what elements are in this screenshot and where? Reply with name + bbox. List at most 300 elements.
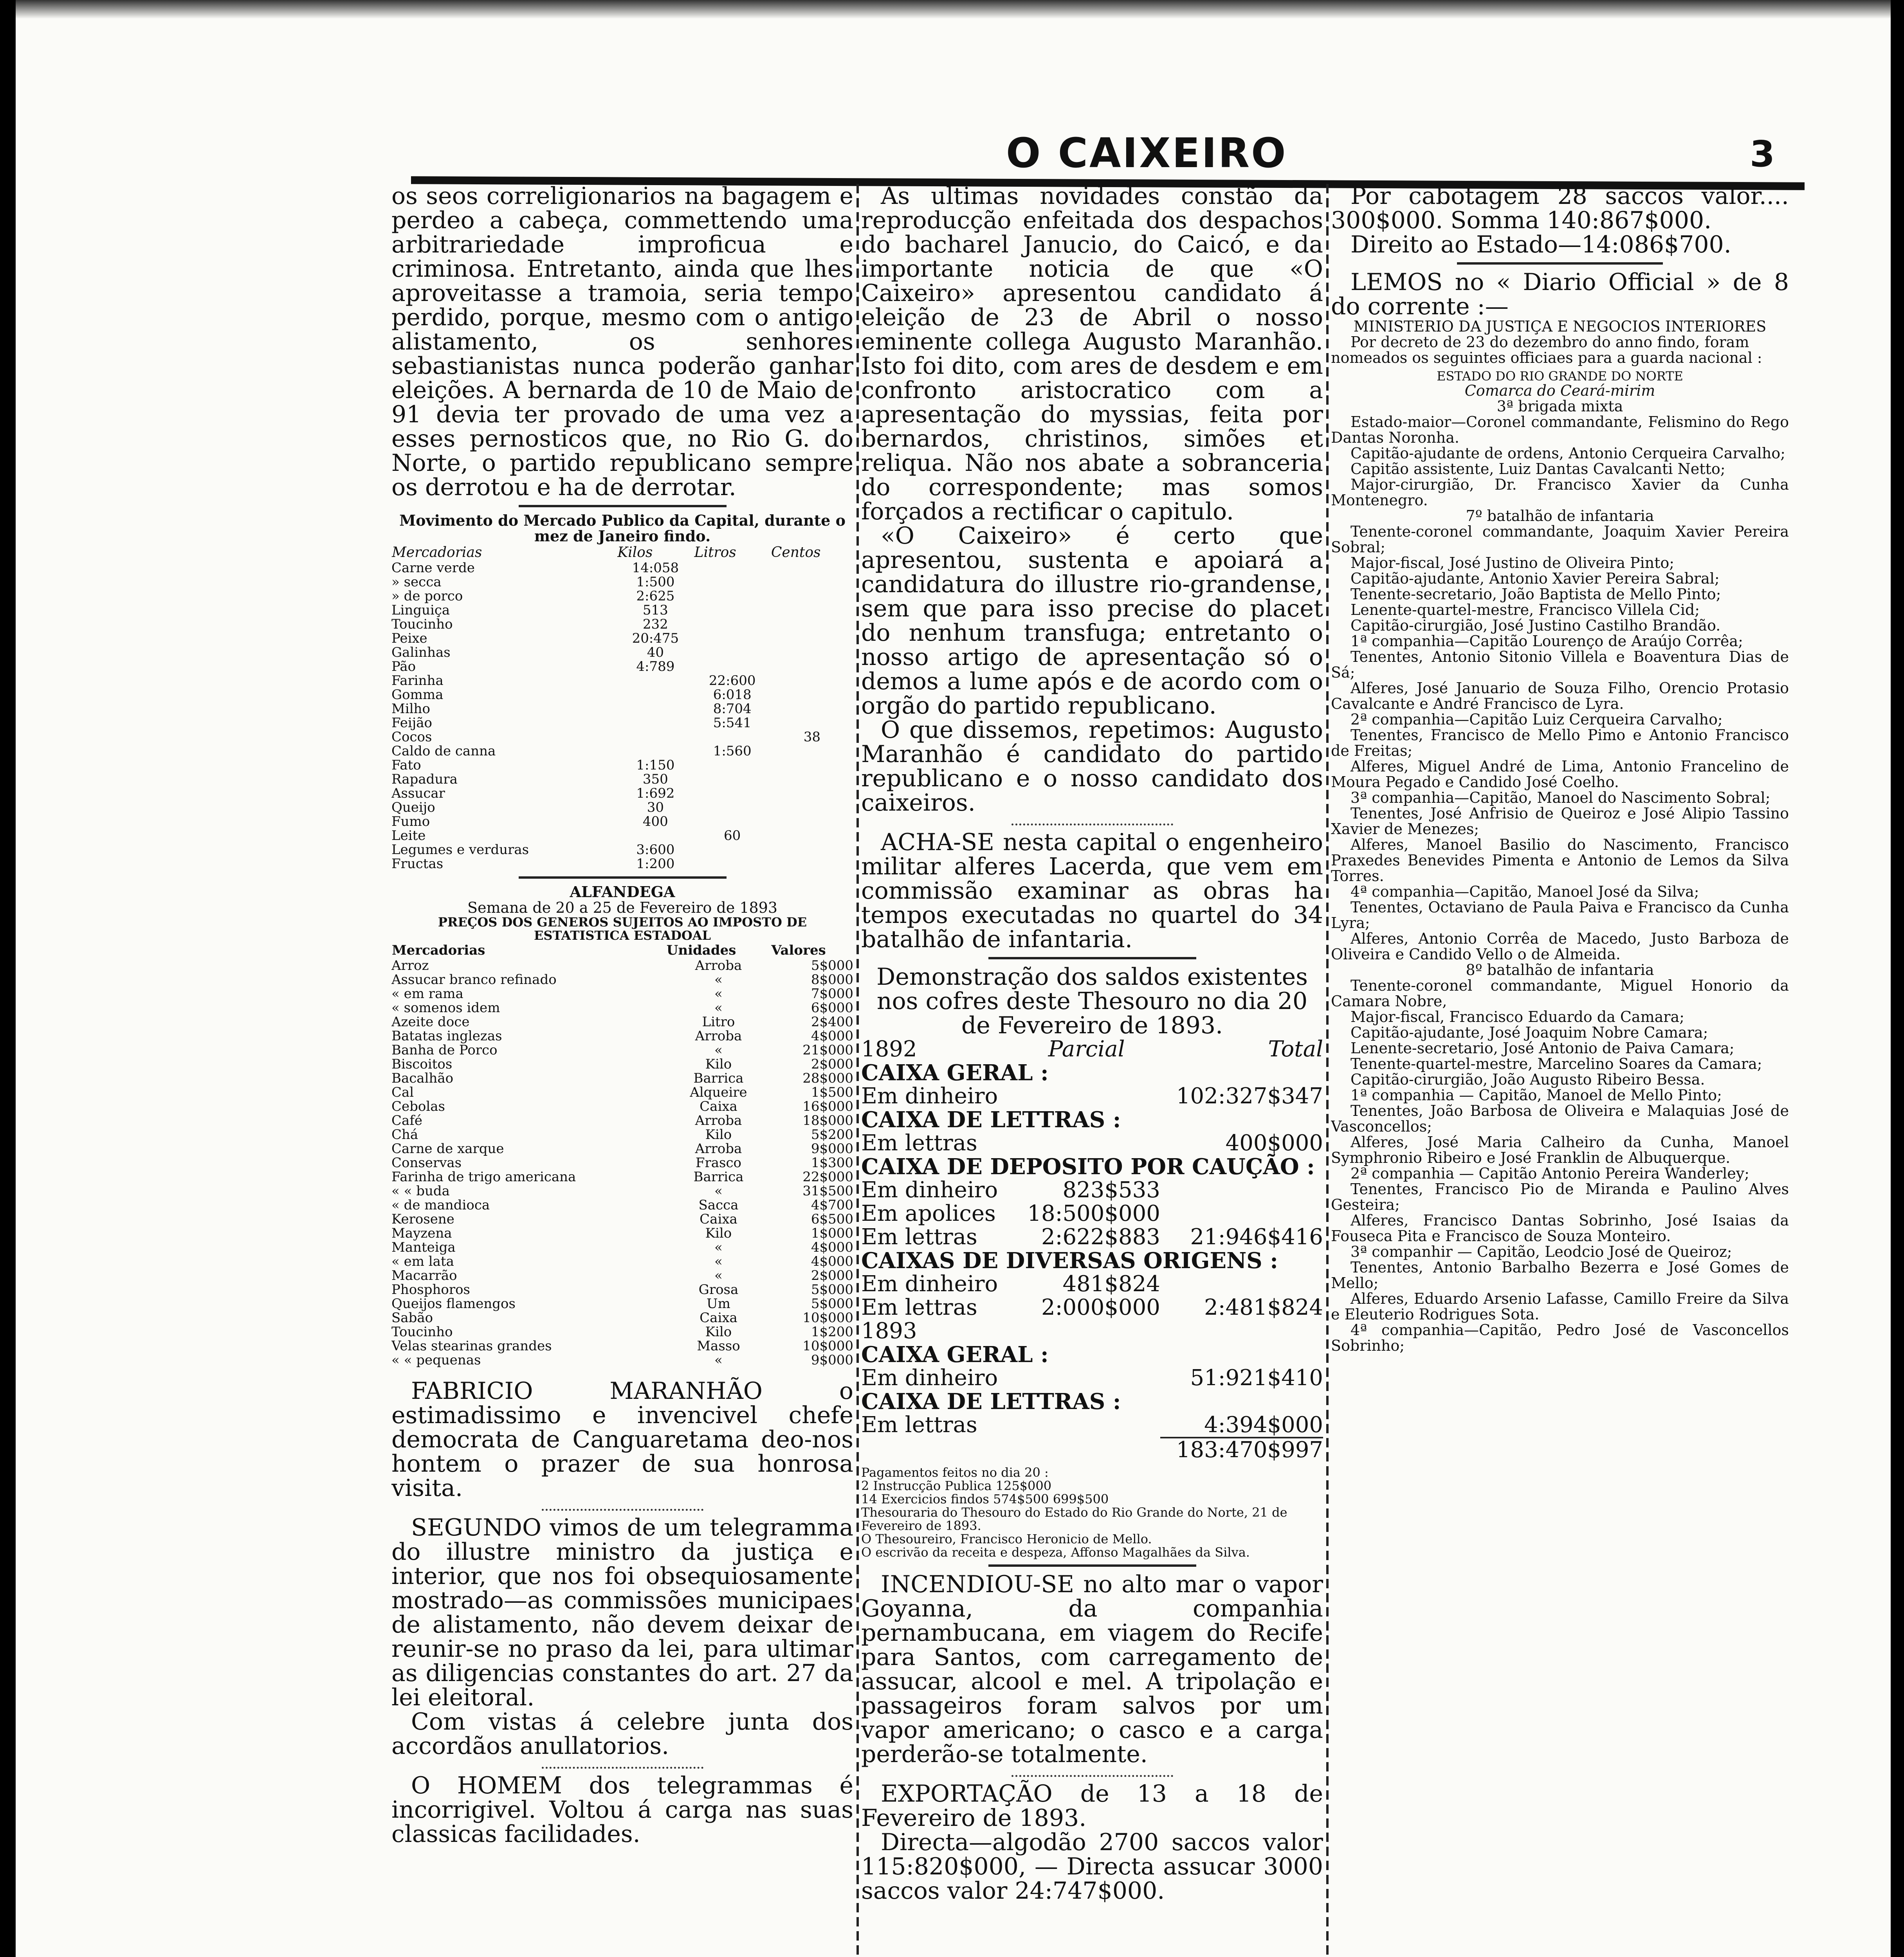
market-cell	[771, 829, 853, 843]
balance-value: 18:500$000	[1027, 1201, 1160, 1226]
alfandega-cell: 6$500	[811, 1211, 853, 1227]
market-cell	[694, 758, 771, 772]
market-cell: Assucar	[391, 786, 445, 801]
alfandega-cell: 4$000	[811, 1028, 853, 1044]
alfandega-cell: Kilo	[705, 1225, 732, 1241]
table-row	[391, 857, 853, 871]
balance-value: 481$824	[1062, 1271, 1160, 1297]
market-cell: 22:600	[709, 673, 756, 688]
alfandega-cell: Arroz	[391, 958, 429, 973]
alfandega-cell: 4$000	[811, 1254, 853, 1269]
balance-label: Em dinheiro	[861, 1271, 998, 1297]
market-cell: 1:150	[636, 757, 675, 773]
alfandega-cell: 18$000	[802, 1113, 853, 1128]
appointment-line: 4ª companhia—Capitão, Pedro José de Vasconcellos Sobrinho;	[1331, 1321, 1789, 1354]
alfandega-cell: Bacalhão	[391, 1070, 454, 1086]
market-cell: Peixe	[391, 631, 427, 646]
appointment-line: Lenente-quartel-mestre, Francisco Villela Cid;	[1350, 601, 1700, 618]
alfandega-cell: «	[714, 986, 723, 1002]
balance-label: Em dinheiro	[861, 1083, 998, 1109]
export-paragraph: Directa—algodão 2700 saccos valor 115:820$000, — Directa assucar 3000 saccos valor 24:747$000.	[861, 1829, 1323, 1905]
market-cell	[771, 645, 853, 660]
market-cell: 20:475	[632, 631, 679, 646]
alfandega-cell: « « buda	[391, 1183, 450, 1199]
market-cell: Fructas	[391, 856, 444, 872]
alfandega-cell: 10$000	[802, 1338, 853, 1354]
balance-section: CAIXA DE DEPOSITO POR CAUÇÃO :	[861, 1154, 1315, 1180]
table-row	[391, 1269, 853, 1283]
appointment-line: Major-fiscal, José Justino de Oliveira Pinto;	[1350, 554, 1675, 571]
market-cell	[694, 631, 771, 645]
alfandega-cell: Barrica	[693, 1169, 744, 1185]
decree-paragraph: Por decreto de 23 do dezembro do anno findo, foram nomeados os seguintes officiaes para a guarda nacional :	[1331, 333, 1762, 366]
market-cell	[694, 857, 771, 871]
alfandega-cell: Barrica	[693, 1070, 744, 1086]
column-separator	[1326, 184, 1329, 1957]
fabricio-paragraph: FABRICIO MARANHÃO o estimadissimo e invencivel chefe democrata de Canguaretama deo-nos hontem o prazer de sua honrosa visita.	[391, 1377, 853, 1502]
market-cell	[694, 730, 771, 744]
alfandega-cell: 16$000	[802, 1099, 853, 1114]
alfandega-header-cell: Valores	[771, 942, 826, 958]
market-cell	[694, 617, 771, 631]
market-cell	[617, 674, 694, 688]
table-row	[391, 1001, 853, 1015]
balance-value: 102:327$347	[1176, 1083, 1323, 1109]
balance-label: Em dinheiro	[861, 1177, 998, 1203]
balance-section: CAIXA GERAL :	[861, 1060, 1049, 1086]
table-row	[391, 660, 853, 674]
alfandega-cell: Masso	[697, 1338, 740, 1354]
alfandega-cell: 28$000	[802, 1070, 853, 1086]
market-cell: Milho	[391, 701, 430, 717]
alfandega-cell: Banha de Porco	[391, 1042, 498, 1058]
alfandega-cell: « « pequenas	[391, 1352, 481, 1368]
alfandega-cell: Phosphoros	[391, 1282, 470, 1297]
page-number: 3	[1750, 133, 1775, 175]
balance-value: 2:622$883	[1041, 1224, 1160, 1250]
alfandega-cell: 5$000	[811, 958, 853, 973]
appointment-line: Alferes, Manoel Basilio do Nascimento, Francisco Praxedes Benevides Pimenta e Antonio de Lemos da Silva Torres.	[1331, 836, 1789, 885]
comarca-heading: Comarca do Ceará-mirim	[1464, 382, 1655, 399]
table-row	[391, 829, 853, 843]
balance-grand-total: 183:470$997	[1160, 1438, 1323, 1462]
market-cell	[694, 786, 771, 800]
market-cell	[771, 716, 853, 730]
appointment-line: Tenentes, João Barbosa de Oliveira e Malaquias José de Vasconcellos;	[1331, 1102, 1789, 1135]
alfandega-header-cell: Mercadorias	[392, 942, 485, 958]
market-cell	[694, 589, 771, 603]
market-cell	[694, 800, 771, 815]
divider	[988, 957, 1196, 959]
alfandega-cell: Caixa	[700, 1099, 737, 1114]
market-cell: Galinhas	[391, 645, 451, 660]
alfandega-cell: Macarrão	[391, 1268, 457, 1283]
table-row	[391, 744, 853, 758]
alfandega-cell: 4$700	[811, 1197, 853, 1213]
market-cell	[771, 843, 853, 857]
market-header-cell: Mercadorias	[392, 544, 482, 560]
alfandega-cell: «	[714, 972, 723, 988]
table-row	[391, 973, 853, 987]
table-row	[391, 1339, 853, 1353]
newspaper-page	[16, 0, 1891, 1957]
appointment-line: 2ª companhia—Capitão Luiz Cerqueira Carvalho;	[1350, 711, 1723, 728]
table-row	[391, 1156, 853, 1170]
alfandega-cell: Batatas inglezas	[391, 1028, 502, 1044]
balance-label: Em lettras	[861, 1295, 977, 1320]
market-cell: 5:541	[713, 715, 752, 731]
appointment-line: Tenente-quartel-mestre, Marcelino Soares da Camara;	[1350, 1055, 1762, 1072]
market-cell	[694, 561, 771, 575]
market-cell	[771, 815, 853, 829]
appointment-line: Tenentes, Francisco de Mello Pimo e Antonio Francisco de Freitas;	[1331, 726, 1789, 759]
table-row	[391, 631, 853, 645]
payment-line: O escrivão da receita e despeza, Affonso Magalhães da Silva.	[861, 1545, 1250, 1560]
table-row	[391, 987, 853, 1001]
balance-label: Em apolices	[861, 1201, 996, 1226]
alfandega-title: ALFANDEGA	[570, 883, 675, 901]
appointment-line: Tenentes, Antonio Barbalho Bezerra e José Gomes de Mello;	[1331, 1259, 1789, 1292]
alfandega-cell: Farinha de trigo americana	[391, 1169, 576, 1185]
alfandega-cell: «	[714, 1268, 723, 1283]
market-cell	[771, 575, 853, 589]
alfandega-subtitle: PREÇOS DOS GENEROS SUJEITOS AO IMPOSTO DE ESTATISTICA ESTADOAL	[438, 915, 807, 943]
alfandega-cell: Toucinho	[391, 1324, 453, 1340]
market-cell: » de porco	[391, 588, 463, 604]
alfandega-cell: 6$000	[811, 1000, 853, 1016]
market-cell: Feijão	[391, 715, 433, 731]
market-cell	[617, 744, 694, 758]
balance-value: 2:481$824	[1204, 1295, 1323, 1320]
balance-value: 51:921$410	[1190, 1365, 1323, 1391]
appointment-line: Tenentes, Antonio Sitonio Villela e Boaventura Dias de Sá;	[1331, 648, 1789, 681]
market-cell	[617, 702, 694, 716]
table-row	[391, 815, 853, 829]
table-row	[391, 1085, 853, 1099]
alfandega-cell: 22$000	[802, 1169, 853, 1185]
alfandega-cell: 9$000	[811, 1352, 853, 1368]
appointment-line: 4ª companhia—Capitão, Manoel José da Silva;	[1350, 883, 1699, 900]
market-cell	[771, 688, 853, 702]
balance-total-header: Total	[1268, 1036, 1323, 1062]
appointment-line: Capitão-cirurgião, José Justino Castilho Brandão.	[1350, 617, 1721, 634]
alfandega-cell: 1$000	[811, 1225, 853, 1241]
payment-line: 2 Instrucção Publica 125$000	[861, 1478, 1052, 1493]
export-continued: Por cabotagem 28 saccos valor.... 300$000. Somma 140:867$000.	[1331, 184, 1789, 234]
alfandega-cell: « em rama	[391, 986, 463, 1002]
alfandega-cell: Mayzena	[391, 1225, 452, 1241]
appointment-line: Alferes, Antonio Corrêa de Macedo, Justo Barboza de Oliveira e Candido Vello o de Almeida.	[1331, 930, 1789, 963]
appointment-line: Lenente-secretario, José Antonio de Paiva Camara;	[1350, 1040, 1735, 1057]
appointment-line: Capitão-cirurgião, João Augusto Ribeiro Bessa.	[1350, 1071, 1705, 1088]
balance-section: CAIXA DE LETTRAS :	[861, 1389, 1121, 1415]
market-cell: Gomma	[391, 687, 444, 703]
table-row	[391, 589, 853, 603]
market-header-cell: Litros	[694, 544, 736, 560]
market-cell: Carne verde	[391, 560, 475, 576]
market-cell: 4:789	[636, 659, 675, 674]
alfandega-cell: 1$200	[811, 1324, 853, 1340]
appointment-line: Capitão-ajudante, José Joaquim Nobre Camara;	[1350, 1024, 1708, 1041]
balance-label: Em lettras	[861, 1224, 977, 1250]
ministry-heading: MINISTERIO DA JUSTIÇA E NEGOCIOS INTERIORES	[1353, 318, 1767, 335]
alfandega-cell: 4$000	[811, 1240, 853, 1255]
market-cell	[617, 829, 694, 843]
market-cell: 232	[642, 616, 668, 632]
appointment-line: Capitão assistente, Luiz Dantas Cavalcanti Netto;	[1350, 460, 1726, 478]
alfandega-cell: «	[714, 1183, 723, 1199]
table-row	[391, 1099, 853, 1114]
alfandega-cell: Kilo	[705, 1324, 732, 1340]
alfandega-cell: 9$000	[811, 1141, 853, 1157]
alfandega-cell: Frasco	[695, 1155, 741, 1171]
market-cell	[771, 617, 853, 631]
alfandega-cell: Sabão	[391, 1310, 433, 1326]
market-cell: 2:625	[636, 588, 675, 604]
article-paragraph: os seos correligionarios na bagagem e perdeo a cabeça, commettendo uma arbitrariedade improficua e criminosa. Entretanto, ainda que lhes aproveitasse a tramoia, seria tempo perdido, porque, mesmo com o antigo alistamento, os senhores sebastianistas nunca poderão ganhar eleições. A bernarda de 10 de Maio de 91 devia ter provado de uma vez a esses pernosticos que, no Rio G. do Norte, o partido republicano sempre os derrotou e ha de derrotar.	[391, 184, 853, 501]
market-cell	[771, 772, 853, 786]
market-cell: 3:600	[636, 842, 675, 858]
alfandega-cell: Kilo	[705, 1056, 732, 1072]
table-row	[391, 1212, 853, 1226]
alfandega-cell: 21$000	[802, 1042, 853, 1058]
article-paragraph: O que dissemos, repetimos: Augusto Maranhão é candidato do partido republicano e o nosso candidato dos caixeiros.	[861, 716, 1323, 816]
balance-value: 21:946$416	[1190, 1224, 1323, 1250]
market-cell	[771, 603, 853, 617]
alfandega-cell: Arroba	[695, 1028, 742, 1044]
alfandega-cell: Um	[707, 1296, 730, 1312]
payments-title: Pagamentos feitos no dia 20 :	[861, 1465, 1049, 1480]
alfandega-table	[391, 942, 853, 1367]
appointment-line: Tenente-coronel commandante, Joaquim Xavier Pereira Sobral;	[1331, 523, 1789, 556]
incendio-paragraph: INCENDIOU-SE no alto mar o vapor Goyanna, da companhia pernambucana, em viagem do Recife para Santos, com carregamento de assucar, alcool e mel. A tripolação e passageiros foram salvos por um vapor americano; o casco e a carga perderão-se totalmente.	[861, 1571, 1323, 1768]
appointment-line: Tenentes, José Anfrisio de Queiroz e José Alipio Tassino Xavier de Menezes;	[1331, 805, 1789, 838]
column-1	[391, 184, 853, 1957]
balance-table	[861, 1038, 1323, 1462]
market-header-cell: Kilos	[617, 544, 653, 560]
alfandega-cell: Chá	[391, 1127, 418, 1142]
table-row	[391, 645, 853, 660]
table-row	[391, 772, 853, 786]
appointment-line: Major-cirurgião, Dr. Francisco Xavier da Cunha Montenegro.	[1331, 476, 1789, 509]
alfandega-cell: Biscoitos	[391, 1056, 453, 1072]
table-row	[391, 1128, 853, 1142]
alfandega-cell: Arroba	[695, 958, 742, 973]
appointment-line: Capitão-ajudante, Antonio Xavier Pereira Sabral;	[1350, 570, 1720, 587]
appointment-line: Alferes, Francisco Dantas Sobrinho, José Isaias da Fouseca Pita e Francisco de Souza Monteiro.	[1331, 1212, 1789, 1245]
alfandega-cell: 5$000	[811, 1296, 853, 1312]
table-row	[391, 1198, 853, 1212]
table-row	[391, 730, 853, 744]
market-cell: Fato	[391, 757, 421, 773]
alfandega-cell: 31$500	[802, 1183, 853, 1199]
state-heading: ESTADO DO RIO GRANDE DO NORTE	[1437, 369, 1683, 384]
alfandega-cell: Café	[391, 1113, 422, 1128]
payment-line: Thesouraria do Thesouro do Estado do Rio Grande do Norte, 21 de Fevereiro de 1893.	[861, 1505, 1287, 1533]
alfandega-cell: «	[714, 1352, 723, 1368]
balance-section: CAIXAS DE DIVERSAS ORIGENS :	[861, 1248, 1278, 1274]
vistas-paragraph: Com vistas á celebre junta dos accordãos anullatorios.	[391, 1708, 853, 1760]
market-cell: 38	[803, 729, 821, 745]
market-cell: 30	[647, 800, 664, 815]
market-cell: Caldo de canna	[391, 743, 496, 759]
market-cell: Legumes e verduras	[391, 842, 529, 858]
newspaper-title: O CAIXEIRO	[1006, 129, 1287, 177]
table-row	[391, 959, 853, 973]
table-row	[391, 1057, 853, 1071]
column-separator	[856, 184, 859, 1957]
table-row	[391, 575, 853, 589]
market-cell: 350	[642, 771, 668, 787]
balance-parcial-header: Parcial	[1048, 1036, 1125, 1062]
market-cell	[694, 815, 771, 829]
alfandega-cell: Conservas	[391, 1155, 462, 1171]
table-row	[391, 674, 853, 688]
market-cell	[771, 589, 853, 603]
export-duty: Direito ao Estado—14:086$700.	[1350, 231, 1731, 258]
balance-label: Em lettras	[861, 1130, 977, 1156]
alfandega-cell: Litro	[702, 1014, 735, 1030]
divider	[542, 1763, 703, 1769]
divider	[1457, 262, 1663, 265]
balance-label: Em lettras	[861, 1412, 977, 1438]
balance-value: 4:394$000	[1204, 1412, 1323, 1438]
alfandega-cell: «	[714, 1042, 723, 1058]
appointment-line: Tenente-secretario, João Baptista de Mello Pinto;	[1350, 586, 1721, 603]
alfandega-cell: Kilo	[705, 1127, 732, 1142]
article-paragraph: As ultimas novidades constão da reproducção enfeitada dos despachos do bacharel Janucio, do Caicó, e da importante noticia de que «O Caixeiro» apresentou candidato á eleição de 23 de Abril o nosso eminente collega Augusto Maranhão. Isto foi dito, com ares de desdem e em confronto aristocratico com a apresentação do myssias, feita por bernardos, christinos, simões et reliqua. Não nos abate a sobranceria do correspondente; mas somos forçados a rectificar o capitulo.	[861, 184, 1323, 525]
payments-list	[861, 1479, 1323, 1559]
alfandega-cell: Carne de xarque	[391, 1141, 504, 1157]
market-cell: Farinha	[391, 673, 444, 688]
table-row	[391, 1240, 853, 1254]
alfandega-cell: «	[714, 1254, 723, 1269]
table-row	[391, 1029, 853, 1043]
market-cell: 60	[724, 828, 741, 843]
market-cell	[771, 702, 853, 716]
appointment-line: Major-fiscal, Francisco Eduardo da Camara;	[1350, 1008, 1684, 1025]
alfandega-cell: 7$000	[811, 986, 853, 1002]
acha-paragraph: ACHA-SE nesta capital o engenheiro militar alferes Lacerda, que vem em commissão examinar as obras ha tempos executadas no quartel do 34 batalhão de infantaria.	[861, 829, 1323, 953]
table-row	[391, 786, 853, 800]
market-cell	[771, 744, 853, 758]
alfandega-cell: Cal	[391, 1085, 414, 1100]
alfandega-cell: 1$500	[811, 1085, 853, 1100]
market-cell: 1:200	[636, 856, 675, 872]
market-cell: 1:692	[636, 786, 675, 801]
table-row	[391, 800, 853, 815]
alfandega-cell: Queijos flamengos	[391, 1296, 516, 1312]
column-2	[861, 184, 1323, 1957]
market-cell: 8:704	[713, 701, 752, 717]
table-row	[391, 843, 853, 857]
market-cell	[617, 730, 694, 744]
alfandega-cell: 1$300	[811, 1155, 853, 1171]
table-row	[391, 1184, 853, 1198]
balance-year: 1893	[861, 1318, 917, 1344]
alfandega-cell: « somenos idem	[391, 1000, 500, 1016]
market-cell	[694, 843, 771, 857]
appointment-line: 1ª companhia—Capitão Lourenço de Araújo Corrêa;	[1350, 633, 1743, 650]
appointment-line: Alferes, José Januario de Souza Filho, Orencio Protasio Cavalcante e André Francisco de Lyra.	[1331, 679, 1789, 712]
alfandega-cell: 2$000	[811, 1056, 853, 1072]
market-cell: Fumo	[391, 814, 430, 829]
table-row	[391, 1043, 853, 1057]
market-cell	[617, 688, 694, 702]
balance-year: 1892	[861, 1036, 917, 1062]
table-row	[391, 1142, 853, 1156]
battalion-heading: 8º batalhão de infantaria	[1466, 961, 1654, 979]
table-row	[391, 603, 853, 617]
table-row	[391, 1015, 853, 1029]
balance-section: CAIXA DE LETTRAS :	[861, 1107, 1121, 1133]
market-cell: 513	[642, 602, 668, 618]
divider	[988, 1564, 1196, 1567]
table-row	[391, 1170, 853, 1184]
market-cell: Leite	[391, 828, 426, 843]
market-cell: Pão	[391, 659, 416, 674]
market-header-cell: Centos	[771, 544, 821, 560]
divider	[1012, 820, 1173, 825]
alfandega-cell: Cebolas	[391, 1099, 445, 1114]
balance-value: 2:000$000	[1041, 1295, 1160, 1320]
divider	[542, 1505, 703, 1511]
appointment-line: 3ª companhir — Capitão, Leodcio José de Queiroz;	[1350, 1243, 1732, 1260]
table-row	[391, 758, 853, 772]
divider	[519, 876, 727, 879]
market-table	[391, 544, 853, 871]
alfandega-cell: Manteiga	[391, 1240, 456, 1255]
market-cell	[771, 561, 853, 575]
column-3	[1331, 184, 1789, 1957]
top-scan-edge	[16, 0, 1891, 19]
appointment-line: Tenentes, Francisco Pio de Miranda e Paulino Alves Gesteira;	[1331, 1180, 1789, 1213]
alfandega-week: Semana de 20 a 25 de Fevereiro de 1893	[467, 899, 778, 916]
brigade-heading: 3ª brigada mixta	[1497, 398, 1623, 415]
table-row	[391, 1311, 853, 1325]
appointment-line: 2ª companhia — Capitão Antonio Pereira Wanderley;	[1350, 1165, 1749, 1182]
table-row	[391, 716, 853, 730]
article-paragraph: «O Caixeiro» é certo que apresentou, sustenta e apoiará a candidatura do illustre rio-grandense, sem que para isso precise do placet do nenhum transfuga; entretanto o nosso artigo de apresentação só o demos a lume após e de acordo com o orgão do partido republicano.	[861, 522, 1323, 719]
alfandega-cell: 10$000	[802, 1310, 853, 1326]
appointment-line: Alferes, Miguel André de Lima, Antonio Francelino de Moura Pegado e Candido José Coelho.	[1331, 758, 1789, 791]
table-row	[391, 1325, 853, 1339]
alfandega-cell: Alqueire	[690, 1085, 747, 1100]
balance-value: 823$533	[1062, 1177, 1160, 1203]
appointment-line: Tenentes, Octaviano de Paula Paiva e Francisco da Cunha Lyra;	[1331, 899, 1789, 932]
market-title: Movimento do Mercado Publico da Capital, durante o mez de Janeiro findo.	[399, 512, 846, 545]
appointment-line: Alferes, José Maria Calheiro da Cunha, Manoel Symphronio Ribeiro e José Franklin de Albuquerque.	[1331, 1133, 1789, 1166]
homem-paragraph: O HOMEM dos telegrammas é incorrigivel. Voltou á carga nas suas classicas facilidades.	[391, 1772, 853, 1848]
alfandega-cell: Grosa	[698, 1282, 739, 1297]
market-cell: 40	[647, 645, 664, 660]
market-cell: Rapadura	[391, 771, 458, 787]
market-cell	[771, 786, 853, 800]
market-cell: 1:560	[713, 743, 752, 759]
market-cell	[617, 716, 694, 730]
market-cell: Queijo	[391, 800, 435, 815]
demonstration-title: Demonstração dos saldos existentes nos cofres deste Thesouro no dia 20 de Fevereiro de 1893.	[876, 963, 1308, 1039]
market-cell	[694, 645, 771, 660]
payment-line: 14 Exercicios findos 574$500 699$500	[861, 1492, 1109, 1506]
appointment-line: Alferes, Eduardo Arsenio Lafasse, Camillo Freire da Silva e Eleuterio Rodrigues Sota.	[1331, 1290, 1789, 1323]
alfandega-cell: « em lata	[391, 1254, 454, 1269]
appointment-line: 3ª companhia—Capitão, Manoel do Nascimento Sobral;	[1350, 789, 1771, 806]
balance-section: CAIXA GERAL :	[861, 1342, 1049, 1368]
market-cell: 14:058	[632, 560, 679, 576]
market-cell: 6:018	[713, 687, 752, 703]
market-cell: Linguiça	[391, 602, 450, 618]
